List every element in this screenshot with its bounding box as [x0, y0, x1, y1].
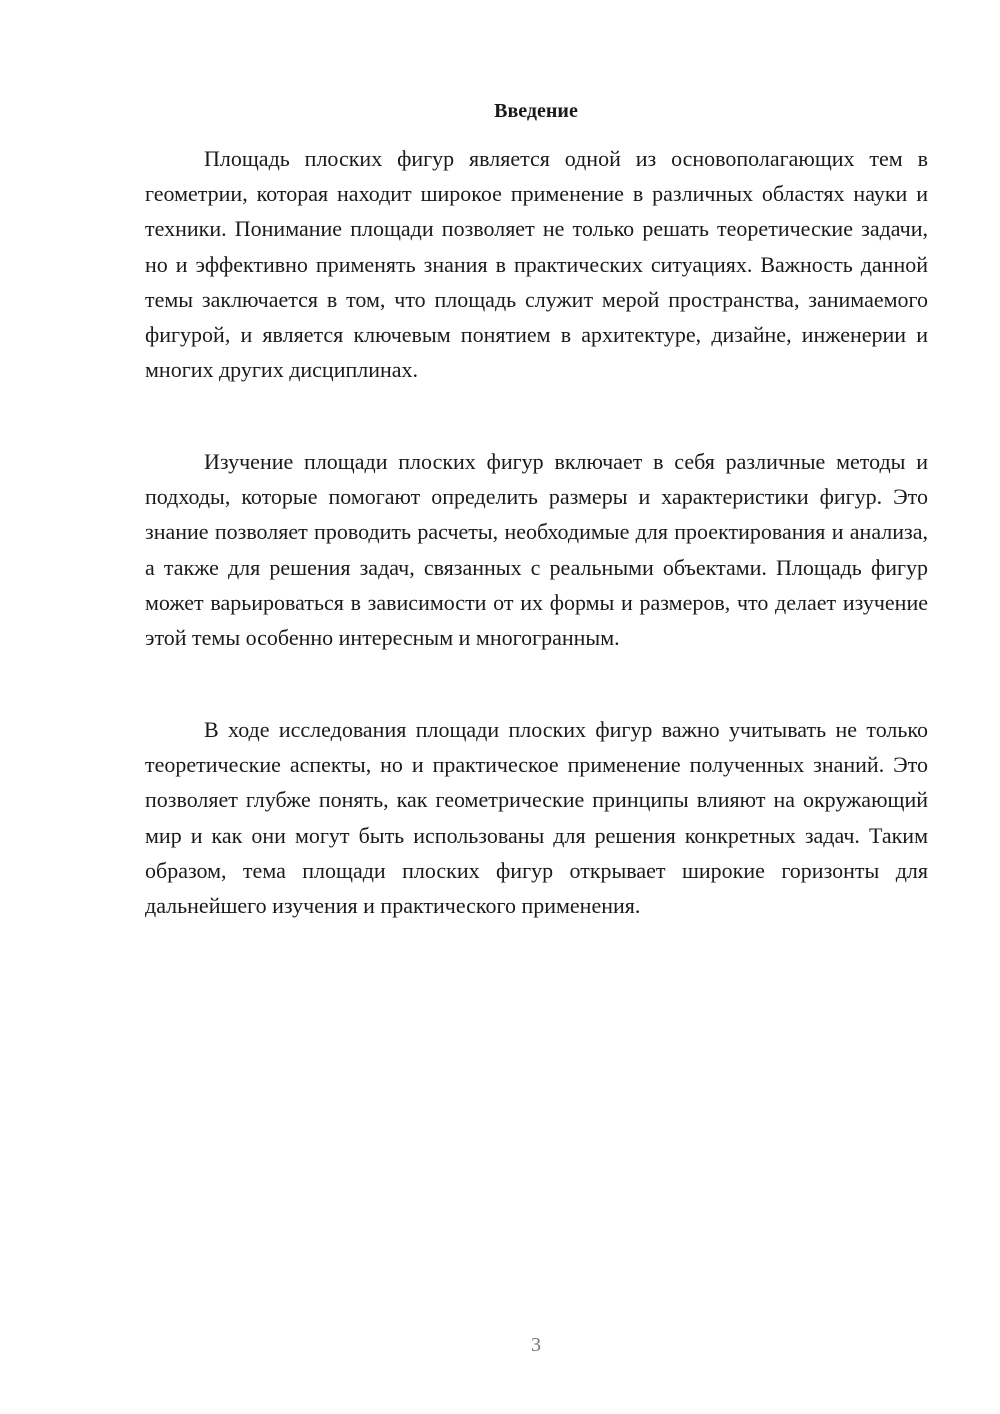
paragraph-1: Площадь плоских фигур является одной из основополагающих тем в геометрии, которая находит широкое применение в различных областях науки и техники. Понимание площади позволяет не только решать теоретические задачи, но и эффективно применять знания в практических ситуациях. Важность данной темы заключается в том, что площадь служит мерой пространства, занимаемого фигурой, и является ключевым понятием в архитектуре, дизайне, инженерии и многих других дисциплинах. [145, 146, 928, 383]
paragraph-2: Изучение площади плоских фигур включает в себя различные методы и подходы, которые помогают определить размеры и характеристики фигур. Это знание позволяет проводить расчеты, необходимые для проектирования и анализа, а также для решения задач, связанных с реальными объектами. Площадь фигур может варьироваться в зависимости от их формы и размеров, что делает изучение этой темы особенно интересным и многогранным. [145, 449, 928, 651]
paragraph-3: В ходе исследования площади плоских фигур важно учитывать не только теоретические аспекты, но и практическое применение полученных знаний. Это позволяет глубже понять, как геометрические принципы влияют на окружающий мир и как они могут быть использованы для решения конкретных задач. Таким образом, тема площади плоских фигур открывает широкие горизонты для дальнейшего изучения и практического применения. [145, 717, 928, 919]
page-title: Введение [494, 100, 578, 122]
page-number: 3 [531, 1334, 541, 1356]
